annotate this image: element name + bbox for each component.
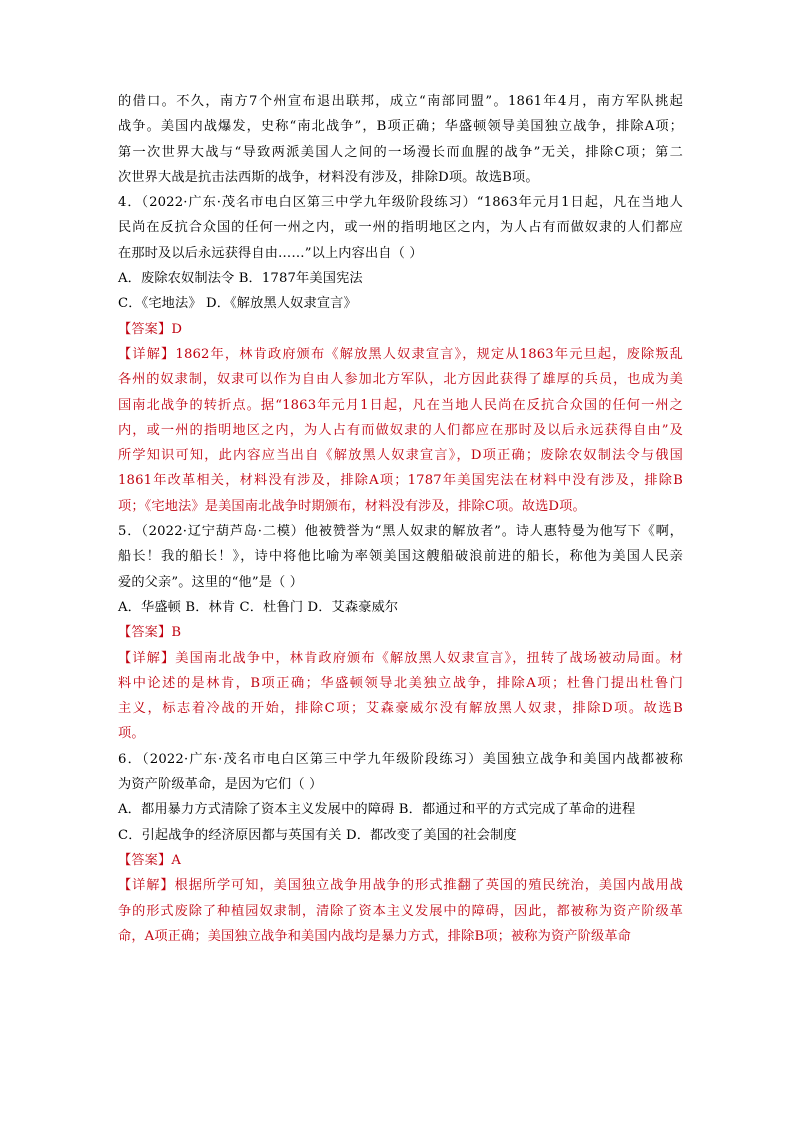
detail-line: 国南北战争的转折点。据“1863年元月1日起，凡在当地人民尚在反抗合众国的任何一州之 <box>118 397 683 413</box>
text-line: 船长！我的船长！》，诗中将他比喻为率领美国这艘船破浪前进的船长，称他为美国人民亲 <box>118 549 683 565</box>
detail-line: 争的形式废除了种植园奴隶制，清除了资本主义发展中的障碍，因此，都被称为资产阶级革 <box>118 903 683 919</box>
text-line: 次世界大战是抗击法西斯的战争，材料没有涉及，排除D项。故选B项。 <box>118 169 539 185</box>
answer-line: 【答案】A <box>118 852 182 868</box>
detail-line: 料中论述的是林肯，B项正确；华盛顿领导北美独立战争，排除A项；杜鲁门提出杜鲁门 <box>118 675 683 691</box>
option-line: A．华盛顿 B．林肯 C．杜鲁门 D．艾森豪威尔 <box>118 599 399 615</box>
option-line: A．废除农奴制法令 B．1787年美国宪法 <box>118 271 363 287</box>
option-line: C．《宅地法》 D．《解放黑人奴隶宣言》 <box>118 296 357 312</box>
document-page <box>118 89 683 949</box>
option-line: C．引起战争的经济原因都与英国有关 D．都改变了美国的社会制度 <box>118 827 517 843</box>
text-line: 的借口。不久，南方7个州宣布退出联邦，成立“南部同盟”。1861年4月，南方军队挑起 <box>118 94 683 109</box>
detail-line: 所学知识可知，此内容应当出自《解放黑人奴隶宣言》，D项正确；废除农奴制法令与俄国 <box>118 448 683 464</box>
question-4-stem: 4．（2022·广东·茂名市电白区第三中学九年级阶段练习）“1863年元月1日起，凡在当地人 <box>118 195 683 211</box>
text-line: 战争。美国内战爆发，史称“南北战争”，B项正确；华盛顿领导美国独立战争，排除A项； <box>118 119 683 135</box>
text-line: 在那时及以后永远获得自由……”以上内容出自（ ） <box>118 245 423 261</box>
option-line: A．都用暴力方式清除了资本主义发展中的障碍 B．都通过和平的方式完成了革命的进程 <box>118 802 636 818</box>
detail-line: 各州的奴隶制，奴隶可以作为自由人参加北方军队，北方因此获得了雄厚的兵员，也成为美 <box>118 372 683 388</box>
detail-line: 主义，标志着冷战的开始，排除C项；艾森豪威尔没有解放黑人奴隶，排除D项。故选B <box>118 701 683 717</box>
text-line: 民尚在反抗合众国的任何一州之内，或一州的指明地区之内，为人占有而做奴隶的人们都应 <box>118 220 683 236</box>
detail-line: 【详解】根据所学可知，美国独立战争用战争的形式推翻了英国的殖民统治，美国内战用战 <box>118 878 683 894</box>
detail-line: 命，A项正确；美国独立战争和美国内战均是暴力方式，排除B项；被称为资产阶级革命 <box>118 928 631 944</box>
detail-line: 项；《宅地法》是美国南北战争时期颁布，材料没有涉及，排除C项。故选D项。 <box>118 498 586 514</box>
text-line: 爱的父亲”。这里的“他”是（ ） <box>118 574 304 590</box>
question-6-stem: 6．（2022·广东·茂名市电白区第三中学九年级阶段练习）美国独立战争和美国内战都被称 <box>118 751 683 767</box>
detail-line: 1861年改革相关，材料没有涉及，排除A项；1787年美国宪法在材料中没有涉及，排除B <box>118 473 683 489</box>
detail-line: 【详解】美国南北战争中，林肯政府颁布《解放黑人奴隶宣言》，扭转了战场被动局面。材 <box>118 650 683 666</box>
detail-line: 【详解】1862年，林肯政府颁布《解放黑人奴隶宣言》，规定从1863年元旦起，废除叛乱 <box>118 346 683 362</box>
answer-line: 【答案】B <box>118 625 182 641</box>
detail-line: 项。 <box>118 726 145 742</box>
text-line: 为资产阶级革命，是因为它们（ ） <box>118 777 323 793</box>
text-line: 第一次世界大战与“导致两派美国人之间的一场漫长而血腥的战争”无关，排除C项；第二 <box>118 144 683 160</box>
question-5-stem: 5．（2022·辽宁葫芦岛·二模）他被赞誉为“黑人奴隶的解放者”。诗人惠特曼为他写下《啊， <box>118 524 683 540</box>
detail-line: 内，或一州的指明地区之内，为人占有而做奴隶的人们都应在那时及以后永远获得自由”及 <box>118 422 683 438</box>
answer-line: 【答案】D <box>118 321 183 337</box>
